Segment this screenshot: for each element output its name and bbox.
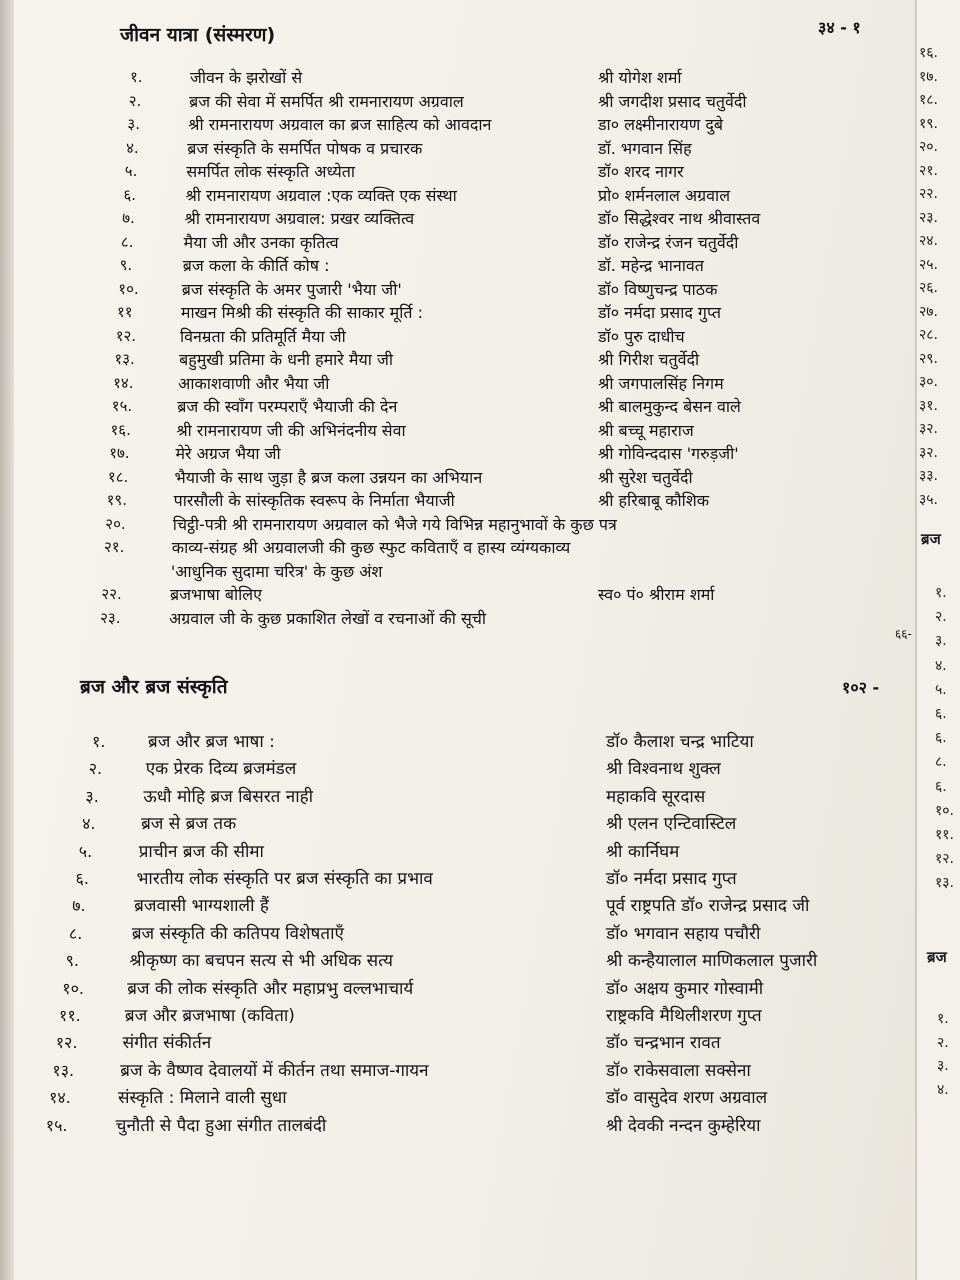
toc-entry <box>0 1115 915 1142</box>
adjacent-page-number: २०. <box>919 139 939 155</box>
entry-number: १०. <box>62 978 85 998</box>
entry-number: १. <box>130 68 143 86</box>
entry-number: ७. <box>72 896 86 916</box>
toc-entry <box>0 326 915 353</box>
entry-number: १५. <box>111 397 133 415</box>
toc-entry <box>0 1060 915 1087</box>
entry-author: डॉ० पुरु दाधीच <box>598 326 685 346</box>
toc-entry <box>0 841 915 868</box>
entry-number: १७. <box>109 444 130 462</box>
toc-entry <box>0 1035 915 1059</box>
entry-number: १२. <box>55 1033 78 1053</box>
adjacent-page-number: ३. <box>937 1058 949 1074</box>
entry-author: श्री हरिबाबू कौशिक <box>598 491 709 510</box>
entry-title: ब्रज के वैष्णव देवालयों में कीर्तन तथा समाज-गायन <box>120 1060 429 1081</box>
entry-title: ब्रज कला के कीर्ति कोष : <box>182 256 330 275</box>
toc-entry <box>0 305 915 329</box>
entry-author: श्री सुरेश चतुर्वेदी <box>598 467 693 487</box>
entry-title: चुनौती से पैदा हुआ संगीत तालबंदी <box>115 1115 327 1136</box>
entry-title: ब्रज और ब्रजभाषा (कविता) <box>124 1006 295 1026</box>
adjacent-page-number: ६. <box>935 706 947 722</box>
entry-number: ५. <box>124 162 138 180</box>
adjacent-page-number: २९. <box>919 350 939 367</box>
entry-number: २१. <box>104 538 125 556</box>
entry-author: श्री विश्वनाथ शुक्ल <box>606 759 721 780</box>
entry-author: डॉ० शरद नागर <box>598 162 684 181</box>
entry-title: जीवन के झरोखों से <box>190 68 303 87</box>
adjacent-page-label: ब्रज <box>921 530 941 548</box>
toc-entry <box>0 420 915 447</box>
entry-author: डॉ० नर्मदा प्रसाद गुप्त <box>606 869 737 889</box>
entry-author: श्री जगपालसिंह निगम <box>598 373 724 393</box>
entry-number: ३. <box>85 786 99 806</box>
entry-title: ब्रज संस्कृति की कतिपय विशेषताएँ <box>131 923 344 944</box>
adjacent-page-number: ३१. <box>919 397 939 414</box>
entry-title: ब्रज की सेवा में समर्पित श्री रामनारायण अग्रवाल <box>189 91 464 111</box>
entry-title: ब्रज की स्वाँग परम्पराएँ भैयाजी की देन <box>177 397 398 416</box>
adjacent-page-number: २६. <box>919 280 939 296</box>
entry-title: श्री रामनारायण अग्रवाल: प्रखर व्यक्तित्व <box>184 209 415 228</box>
entry-title: मेरे अग्रज भैया जी <box>175 444 281 463</box>
toc-entry <box>0 467 915 494</box>
entry-title: विनम्रता की प्रतिमूर्ति मैया जी <box>179 326 346 346</box>
entry-number: १६. <box>110 420 131 439</box>
entry-number: १३. <box>52 1060 75 1080</box>
entry-author: श्री कन्हैयालाल माणिकलाल पुजारी <box>606 951 818 972</box>
toc-entry <box>0 91 915 118</box>
entry-author: श्री एलन एन्टिवास्टिल <box>606 814 737 835</box>
adjacent-page-number: २५. <box>919 256 939 273</box>
adjacent-page-number: २. <box>937 1034 949 1051</box>
entry-author: महाकवि सूरदास <box>606 786 706 807</box>
toc-entry <box>0 1008 915 1032</box>
entry-title: पारसौली के सांस्कृतिक स्वरूप के निर्माता भैयाजी <box>173 491 455 510</box>
entry-author: श्री गोविन्ददास 'गरुड़जी' <box>598 444 739 463</box>
margin-note: ६६- <box>895 627 912 641</box>
entry-number: ५. <box>78 841 93 861</box>
toc-entry <box>0 871 915 895</box>
entry-number: १३. <box>114 350 135 368</box>
entry-author: डॉ० कैलाश चन्द्र भाटिया <box>606 732 754 752</box>
toc-entry <box>0 258 915 282</box>
toc-entry <box>0 761 915 785</box>
toc-entry <box>0 540 915 564</box>
adjacent-page-number: ६. <box>935 778 947 795</box>
section-page-ref: १०२ - <box>842 678 880 697</box>
section-title-braj-sanskriti: ब्रज और ब्रज संस्कृति <box>80 676 228 698</box>
entry-title: संगीत संकीर्तन <box>122 1033 212 1054</box>
entry-number: ११ <box>117 303 133 321</box>
toc-entry <box>0 816 915 840</box>
adjacent-page-number: १९. <box>919 115 939 132</box>
toc-entry <box>0 587 915 611</box>
entry-title: ब्रजभाषा बोलिए <box>169 585 262 604</box>
entry-title: मैया जी और उनका कृतित्व <box>183 232 339 252</box>
adjacent-page-edge <box>915 0 960 1280</box>
toc-entry <box>0 608 915 635</box>
entry-number: ४. <box>126 138 139 157</box>
adjacent-page-number: ३०. <box>919 374 939 390</box>
entry-number: ६. <box>75 869 89 888</box>
entry-title: एक प्रेरक दिव्य ब्रजमंडल <box>145 759 297 780</box>
entry-number: ७. <box>122 209 135 227</box>
adjacent-page-number: ४. <box>935 657 947 674</box>
adjacent-page-number: १०. <box>935 802 955 819</box>
entry-number: २०. <box>105 514 126 533</box>
toc-entry <box>0 514 915 541</box>
entry-author: डा० लक्ष्मीनारायण दुबे <box>598 115 724 134</box>
entry-title: ब्रज की लोक संस्कृति और महाप्रभु वल्लभाचार्य <box>127 978 414 999</box>
entry-number: २. <box>88 759 103 779</box>
entry-number: २३. <box>100 608 121 627</box>
toc-entry <box>0 279 915 306</box>
entry-author: डॉ० विष्णुचन्द्र पाठक <box>598 279 718 299</box>
toc-entry <box>0 493 915 517</box>
toc-entry <box>0 734 915 758</box>
entry-title: प्राचीन ब्रज की सीमा <box>138 841 264 862</box>
adjacent-page-number: १. <box>935 585 947 601</box>
toc-entry <box>0 185 915 212</box>
adjacent-page-number: २. <box>935 609 947 626</box>
toc-entry <box>0 164 915 188</box>
toc-entry <box>0 978 915 1005</box>
entry-title: काव्य-संग्रह श्री अग्रवालजी की कुछ स्फुट कविताएँ व हास्य व्यंग्यकाव्य <box>171 538 571 557</box>
entry-number: ३. <box>127 115 140 133</box>
entry-author: प्रो० शर्मनलाल अग्रवाल <box>598 185 731 205</box>
entry-number: ८. <box>120 232 134 251</box>
adjacent-page-number: १३. <box>935 875 955 892</box>
entry-title: ब्रजवासी भाग्यशाली हैं <box>134 896 269 917</box>
entry-title: ब्रज से ब्रज तक <box>141 814 237 835</box>
entry-number: ११. <box>59 1006 81 1025</box>
entry-title: संस्कृति : मिलाने वाली सुधा <box>117 1088 287 1109</box>
adjacent-page-number: १६. <box>919 45 939 61</box>
entry-title: ब्रज और ब्रज भाषा : <box>148 732 275 752</box>
toc-entry <box>0 138 915 165</box>
entry-author: श्री जगदीश प्रसाद चतुर्वेदी <box>598 91 747 111</box>
entry-title: भारतीय लोक संस्कृति पर ब्रज संस्कृति का प्रभाव <box>136 869 433 889</box>
entry-author: डॉ० सिद्धेश्वर नाथ श्रीवास्तव <box>598 209 761 228</box>
entry-author: श्री कार्निघम <box>606 841 680 862</box>
entry-author: श्री बच्चू महाराज <box>598 420 694 440</box>
entry-author: डॉ० राजेन्द्र रंजन चतुर्वेदी <box>598 232 739 252</box>
adjacent-page-label: ब्रज <box>927 948 947 966</box>
adjacent-page-number: ६. <box>935 730 947 747</box>
entry-author: राष्ट्रकवि मैथिलीशरण गुप्त <box>606 1006 762 1026</box>
entry-number: १०. <box>118 279 139 298</box>
entry-title: श्रीकृष्ण का बचपन सत्य से भी अधिक सत्य <box>129 951 393 972</box>
adjacent-page-number: ११. <box>935 827 955 843</box>
entry-number: ९. <box>65 951 79 971</box>
entry-title: श्री रामनारायण अग्रवाल :एक व्यक्ति एक संस्था <box>185 185 457 205</box>
adjacent-page-number: २८. <box>919 327 939 343</box>
entry-title: बहुमुखी प्रतिमा के धनी हमारे मैया जी <box>179 350 394 369</box>
entry-title: समर्पित लोक संस्कृति अध्येता <box>186 162 356 181</box>
entry-number: ९. <box>119 256 133 274</box>
section-page-ref: ३४ - १ <box>818 18 861 37</box>
adjacent-page-number: ३२. <box>919 444 939 461</box>
adjacent-page-number: २१. <box>919 162 939 179</box>
adjacent-page-number: ३२. <box>919 421 939 437</box>
adjacent-page-number: ४. <box>937 1081 949 1098</box>
adjacent-page-number: ८. <box>935 754 947 771</box>
entry-title: ब्रज संस्कृति के अमर पुजारी 'भैया जी' <box>181 279 402 299</box>
entry-author: स्व० पं० श्रीराम शर्मा <box>598 585 715 604</box>
entry-author: डॉ. महेन्द्र भानावत <box>598 256 704 275</box>
entry-number: ८. <box>68 923 83 943</box>
entry-author: डॉ० भगवान सहाय पचौरी <box>606 923 761 944</box>
entry-number: ६. <box>123 185 137 204</box>
adjacent-page-number: ३३. <box>919 468 939 484</box>
entry-title: माखन मिश्री की संस्कृति की साकार मूर्ति : <box>180 303 423 322</box>
entry-author: डॉ० राकेसवाला सक्सेना <box>606 1060 751 1081</box>
entry-title: 'आधुनिक सुदामा चरित्र' के कुछ अंश <box>170 561 383 581</box>
adjacent-page-number: १८. <box>919 92 939 108</box>
entry-title: श्री रामनारायण जी की अभिनंदनीय सेवा <box>176 420 406 440</box>
entry-number: १४. <box>49 1088 71 1108</box>
entry-title: अग्रवाल जी के कुछ प्रकाशित लेखों व रचनाओं की सूची <box>169 608 487 628</box>
adjacent-page-number: ५. <box>935 681 947 698</box>
entry-author: श्री बालमुकुन्द बेसन वाले <box>598 397 741 416</box>
adjacent-page-number: २४. <box>919 233 939 249</box>
entry-number: १५. <box>45 1115 68 1135</box>
entry-number: २. <box>128 91 142 110</box>
adjacent-page-number: २३. <box>919 209 939 226</box>
adjacent-page-number: २२. <box>919 186 939 202</box>
entry-number: २२. <box>101 585 122 603</box>
adjacent-page-number: ३५. <box>919 491 939 508</box>
entry-title: चिट्ठी-पत्री श्री रामनारायण अग्रवाल को भैजे गये विभिन्न महानुभावों के कुछ पत्र <box>172 514 617 534</box>
adjacent-page-number: १. <box>937 1011 949 1027</box>
toc-entry <box>0 352 915 376</box>
toc-entry <box>0 373 915 400</box>
entry-number: १९. <box>106 491 127 509</box>
entry-author: डॉ० वासुदेव शरण अग्रवाल <box>606 1088 768 1109</box>
entry-author: डॉ० अक्षय कुमार गोस्वामी <box>606 978 764 999</box>
entry-author: पूर्व राष्ट्रपति डॉ० राजेन्द्र प्रसाद जी <box>606 896 810 917</box>
entry-author: डॉ. भगवान सिंह <box>598 138 692 158</box>
entry-number: १४. <box>113 373 134 392</box>
toc-entry <box>0 953 915 977</box>
toc-entry <box>0 232 915 259</box>
entry-author: श्री गिरीश चतुर्वेदी <box>598 350 700 369</box>
toc-entry <box>0 561 915 588</box>
toc-entry <box>0 117 915 141</box>
adjacent-page-number: १७. <box>919 68 939 85</box>
entry-title: श्री रामनारायण अग्रवाल का ब्रज साहित्य को आवदान <box>188 115 492 134</box>
toc-entry <box>0 399 915 423</box>
entry-title: आकाशवाणी और भैया जी <box>178 373 330 393</box>
toc-entry <box>0 898 915 922</box>
entry-title: ब्रज संस्कृति के समर्पित पोषक व प्रचारक <box>187 138 423 158</box>
entry-author: डॉ० चन्द्रभान रावत <box>606 1033 721 1054</box>
entry-title: ऊधौ मोहि ब्रज बिसरत नाही <box>143 786 314 807</box>
entry-author: डॉ० नर्मदा प्रसाद गुप्त <box>598 303 721 322</box>
entry-number: ४. <box>82 814 96 834</box>
entry-author: श्री देवकी नन्दन कुम्हेरिया <box>606 1115 761 1136</box>
entry-number: १२. <box>115 326 137 345</box>
entry-number: १. <box>92 732 106 751</box>
toc-entry <box>0 70 915 94</box>
adjacent-page-number: १२. <box>935 851 955 868</box>
entry-author: श्री योगेश शर्मा <box>598 68 682 87</box>
toc-entry <box>0 786 915 813</box>
adjacent-page-number: २७. <box>919 303 939 320</box>
toc-entry <box>0 923 915 950</box>
toc-entry <box>0 1090 915 1114</box>
toc-entry <box>0 446 915 470</box>
section-title-jeevan-yatra: जीवन यात्रा (संस्मरण) <box>120 24 276 46</box>
entry-title: भैयाजी के साथ जुड़ा है ब्रज कला उन्नयन का अभियान <box>174 467 483 487</box>
toc-entry <box>0 211 915 235</box>
adjacent-page-number: ३. <box>935 633 947 650</box>
entry-number: १८. <box>107 467 129 486</box>
